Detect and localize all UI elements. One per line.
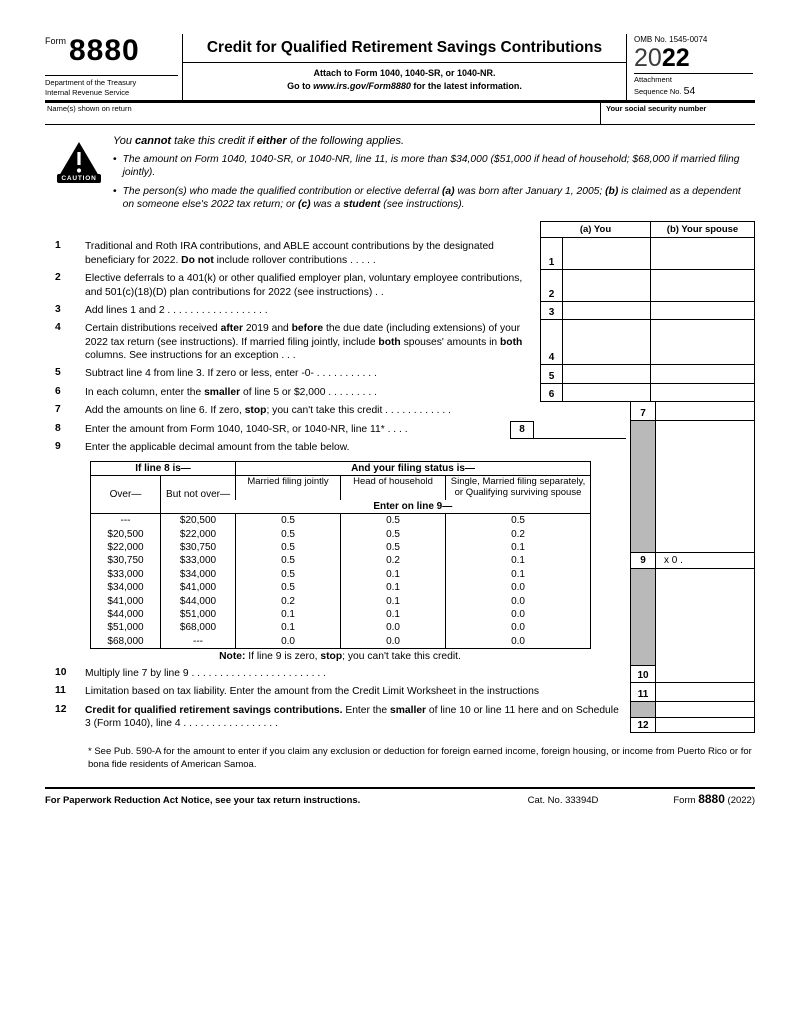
amount-column-blank xyxy=(655,569,755,649)
line-8-entry[interactable] xyxy=(534,421,626,439)
line-3-box-number: 3 xyxy=(540,302,562,320)
decimal-table-cell: $51,000 xyxy=(107,622,144,634)
line-8-box-number: 8 xyxy=(510,421,534,439)
table-header-row-2 xyxy=(91,476,591,500)
amount-column-blank xyxy=(655,649,755,665)
line-4-spouse-entry[interactable] xyxy=(650,320,755,365)
line-6-box-number: 6 xyxy=(540,384,562,402)
identity-row xyxy=(45,103,755,125)
shaded-segment-top xyxy=(630,457,755,552)
line-1-spouse-entry[interactable] xyxy=(650,238,755,270)
line-4-desc xyxy=(45,320,540,365)
line-2-row xyxy=(45,270,755,302)
caution-bullet-1-text: The amount on Form 1040, 1040-SR, or 1040-NR, line 11, is more than $34,000 ($51,000 if head of household; $68,000 if married filing jointly). xyxy=(122,153,740,179)
decimal-table-cell: $68,000 xyxy=(107,635,144,647)
caution-bullet-2-text: The person(s) who made the qualified contribution or elective deferral (a) was born after January 1, 2005; (b) is claimed as a dependent on someone else's 2022 tax return; or (c) was a student (see instructions). xyxy=(122,185,741,211)
shaded-strip xyxy=(631,702,655,718)
line-2-spouse-entry[interactable] xyxy=(650,270,755,302)
decimal-table-cell: 0.5 xyxy=(341,528,446,541)
line-3-text: Add lines 1 and 2 . . . . . . . . . . . . . . . . . . xyxy=(85,304,268,316)
tax-year xyxy=(634,45,753,71)
line-4-text: Certain distributions received after 2019 and before the due date (including extensions) of your 2022 tax return (see instructions). If married filing jointly, include both spouses' amounts in both columns. See instructions for an exception . . . xyxy=(85,323,523,362)
line-1-text: Traditional and Roth IRA contributions, and ABLE account contributions by the designated beneficiary for 2022. Do not include rollover contributions . . . . . xyxy=(85,241,494,266)
ssn-label: Your social security number xyxy=(606,103,707,113)
line-3-desc xyxy=(45,302,540,320)
line-4-box-number: 4 xyxy=(540,320,562,365)
shaded-segment-bottom xyxy=(630,569,755,649)
footer-form-year: (2022) xyxy=(727,795,755,807)
line-9-rail xyxy=(630,457,755,649)
decimal-table-body xyxy=(91,514,591,649)
column-header-row xyxy=(45,221,755,238)
shaded-strip xyxy=(630,439,655,457)
line-3-spouse-entry[interactable] xyxy=(650,302,755,320)
goto-instruction[interactable]: Go to www.irs.gov/Form8880 for the latest information. xyxy=(287,81,522,91)
line-7-row xyxy=(45,402,755,420)
line-5-you-entry[interactable] xyxy=(562,365,650,383)
line-12-amount-column xyxy=(655,702,755,734)
decimal-table-cell: 0.5 xyxy=(236,514,341,528)
decimal-table-cell: 0.5 xyxy=(341,541,446,554)
omb-number: OMB No. 1545-0074 xyxy=(634,35,708,44)
decimal-table-cell: $22,000 xyxy=(107,542,144,554)
line-1-number: 1 xyxy=(55,240,61,252)
line-6-you-entry[interactable] xyxy=(562,384,650,402)
line-1-row xyxy=(45,238,755,270)
form-word: Form xyxy=(45,36,66,46)
line-6-spouse-entry[interactable] xyxy=(650,384,755,402)
amount-column-blank xyxy=(656,702,754,718)
header-if-line-8: If line 8 is— xyxy=(91,462,236,476)
note-desc xyxy=(45,649,630,665)
decimal-table-cell: 0.1 xyxy=(446,554,591,567)
shaded-strip xyxy=(630,649,655,665)
decimal-table-cell: 0.0 xyxy=(341,621,446,634)
line-5-spouse-entry[interactable] xyxy=(650,365,755,383)
decimal-table-cell: 0.0 xyxy=(236,635,341,649)
line-1-desc xyxy=(45,238,540,270)
shaded-strip xyxy=(630,421,655,439)
line-9-row xyxy=(45,439,755,457)
line-12-text: Credit for qualified retirement savings contributions. Enter the smaller of line 10 or line 11 here and on Schedule 3 (Form 1040), line 4 . . . . . . . . . . . . . . . . . xyxy=(85,704,619,730)
form-title-block xyxy=(183,34,627,100)
page-footer xyxy=(45,787,755,806)
shaded-strip xyxy=(630,569,655,649)
decimal-table-cell: 0.5 xyxy=(341,514,446,528)
footer-form-number: 8880 xyxy=(698,792,725,807)
line-6-desc xyxy=(45,384,540,402)
agency-line1: Department of the Treasury xyxy=(45,78,137,88)
decimal-table-cell: 0.1 xyxy=(446,568,591,581)
line-9-box-number: 9 xyxy=(630,552,655,569)
line-2-box-number: 2 xyxy=(540,270,562,302)
line-12-number-column xyxy=(630,702,655,734)
line-1-box-number: 1 xyxy=(540,238,562,270)
line-5-desc xyxy=(45,365,540,383)
decimal-table-cell: 0.1 xyxy=(341,568,446,581)
line-11-row xyxy=(45,683,755,701)
decimal-table-cell: $33,000 xyxy=(107,568,144,580)
decimal-table-cell: $30,750 xyxy=(161,541,236,554)
decimal-table-cell: 0.5 xyxy=(236,528,341,541)
line-11-desc xyxy=(45,683,630,701)
decimal-table-cell: $41,000 xyxy=(161,581,236,594)
line-12-row xyxy=(45,702,755,734)
decimal-table-cell: 0.0 xyxy=(446,621,591,634)
form-number: 8880 xyxy=(69,34,140,67)
header-head-of-household: Head of household xyxy=(341,476,446,500)
line-10-text: Multiply line 7 by line 9 . . . . . . . . . . . . . . . . . . . . . . . . xyxy=(85,667,326,679)
header-but-not-over: But not over— xyxy=(161,476,236,514)
decimal-table-cell: 0.1 xyxy=(446,541,591,554)
tax-year-prefix: 20 xyxy=(634,44,662,72)
decimal-table-cell: $51,000 xyxy=(161,608,236,621)
line-9-entry[interactable]: x 0 . xyxy=(655,552,755,569)
note-text: Note: If line 9 is zero, stop; you can't take this credit. xyxy=(219,650,461,662)
header-married-filing-jointly: Married filing jointly xyxy=(236,476,341,500)
decimal-table-cell: 0.5 xyxy=(236,541,341,554)
line-7-text: Add the amounts on line 6. If zero, stop; you can't take this credit . . . . . . . . . . . . xyxy=(85,405,451,417)
decimal-table-cell: 0.1 xyxy=(341,594,446,607)
line-3-row xyxy=(45,302,755,320)
decimal-table-cell: 0.1 xyxy=(341,581,446,594)
decimal-table-cell: $20,500 xyxy=(161,514,236,528)
decimal-table-cell: 0.2 xyxy=(341,554,446,567)
decimal-table-cell: 0.0 xyxy=(446,594,591,607)
decimal-table-region xyxy=(45,457,755,649)
column-header-you: (a) You xyxy=(540,221,650,238)
caution-intro: You cannot take this credit if either of the following applies. xyxy=(113,134,405,147)
decimal-table-cell: $22,000 xyxy=(161,528,236,541)
decimal-table-row xyxy=(91,635,591,649)
line-6-row xyxy=(45,384,755,402)
amount-column-blank xyxy=(655,457,755,552)
agency-line2: Internal Revenue Service xyxy=(45,87,130,97)
line-10-row xyxy=(45,665,755,683)
shaded-strip xyxy=(630,457,655,552)
line-6-number: 6 xyxy=(55,385,61,397)
line-12-entry[interactable] xyxy=(656,717,754,733)
decimal-table-cell: 0.5 xyxy=(236,568,341,581)
line-9-desc xyxy=(45,439,630,457)
line-4-row xyxy=(45,320,755,365)
caution-icon xyxy=(45,134,113,217)
header-enter-on-line-9: Enter on line 9— xyxy=(236,500,591,514)
attach-instruction: Attach to Form 1040, 1040-SR, or 1040-NR. xyxy=(313,68,496,78)
decimal-table-cell: $44,000 xyxy=(161,594,236,607)
header-filing-status: And your filing status is— xyxy=(236,462,591,476)
line-9-entry-row xyxy=(630,552,755,569)
amount-column-blank xyxy=(655,421,755,439)
footer-form-id xyxy=(673,792,755,806)
line-8-number: 8 xyxy=(55,422,61,434)
line-12-number: 12 xyxy=(55,703,67,715)
line-3-number: 3 xyxy=(55,303,61,315)
decimal-table-row xyxy=(91,621,591,634)
note-row xyxy=(45,649,755,665)
decimal-table-cell: 0.0 xyxy=(446,608,591,621)
header-single: Single, Married filing separately, or Qualifying surviving spouse xyxy=(446,476,591,500)
line-1-you-entry[interactable] xyxy=(562,238,650,270)
paperwork-notice: For Paperwork Reduction Act Notice, see your tax return instructions. xyxy=(45,795,361,807)
decimal-table-cell: $30,750 xyxy=(107,555,144,567)
decimal-table-cell: $33,000 xyxy=(161,554,236,567)
decimal-table-cell: 0.1 xyxy=(236,621,341,634)
form-number-block xyxy=(45,34,183,100)
decimal-table-cell: $44,000 xyxy=(107,608,144,620)
line-11-number: 11 xyxy=(55,685,66,697)
line-10-desc xyxy=(45,665,630,683)
form-header xyxy=(45,34,755,103)
decimal-table-row xyxy=(91,568,591,581)
decimal-table-row xyxy=(91,554,591,567)
omb-block xyxy=(627,34,755,100)
decimal-table-row xyxy=(91,608,591,621)
decimal-table-cell: 0.5 xyxy=(236,554,341,567)
form-number-line xyxy=(45,36,178,66)
catalog-number: Cat. No. 33394D xyxy=(527,795,599,807)
decimal-table-cell: 0.0 xyxy=(341,635,446,649)
decimal-table-cell: 0.5 xyxy=(236,581,341,594)
caution-section xyxy=(45,125,755,222)
line-10-entry[interactable] xyxy=(655,665,755,683)
bullet-icon: • xyxy=(113,153,117,165)
caution-bullet-2 xyxy=(113,185,753,212)
line-10-number: 10 xyxy=(55,666,67,678)
table-header-row-1 xyxy=(91,462,591,476)
line-5-row xyxy=(45,365,755,383)
caution-label: CAUTION xyxy=(57,174,100,183)
line-2-text: Elective deferrals to a 401(k) or other qualified employer plan, voluntary employee contributions, and 501(c)(18)(D) plan contributions for 2022 (see instructions) . . xyxy=(85,273,523,298)
sequence-line: Sequence No. 54 xyxy=(634,85,696,97)
decimal-table-cell: $34,000 xyxy=(161,568,236,581)
decimal-table-row xyxy=(91,594,591,607)
decimal-table xyxy=(90,461,591,649)
caution-bullet-1 xyxy=(113,153,753,180)
line-8-text: Enter the amount from Form 1040, 1040-SR, or 1040-NR, line 11* . . . . xyxy=(85,423,408,435)
line-5-box-number: 5 xyxy=(540,365,562,383)
decimal-table-row xyxy=(91,541,591,554)
decimal-table-cell: 0.2 xyxy=(236,594,341,607)
decimal-table-zone xyxy=(45,457,630,649)
attachment-sequence xyxy=(634,73,753,98)
line-10-box-number: 10 xyxy=(630,665,655,683)
line-8-desc xyxy=(45,421,630,439)
line-9-number: 9 xyxy=(55,440,61,452)
line-7-entry[interactable] xyxy=(655,402,755,420)
line-3-you-entry[interactable] xyxy=(562,302,650,320)
line-2-desc xyxy=(45,270,540,302)
amount-column-blank xyxy=(655,439,755,457)
header-over: Over— xyxy=(91,476,161,514)
line-7-box-number: 7 xyxy=(630,402,655,420)
warning-triangle-icon xyxy=(58,141,100,177)
line-9-text: Enter the applicable decimal amount from the table below. xyxy=(85,441,350,453)
decimal-table-cell: --- xyxy=(120,515,131,527)
line-7-number: 7 xyxy=(55,404,61,416)
ssn-field[interactable] xyxy=(600,103,755,124)
decimal-table-cell: 0.0 xyxy=(446,581,591,594)
line-11-entry[interactable] xyxy=(655,683,755,701)
line-6-text: In each column, enter the smaller of line 5 or $2,000 . . . . . . . . . xyxy=(85,386,377,398)
decimal-table-cell: $41,000 xyxy=(107,595,144,607)
footer-form-word: Form xyxy=(673,795,696,807)
decimal-table-cell: $34,000 xyxy=(107,582,144,594)
decimal-table-cell: --- xyxy=(161,635,236,649)
decimal-table-cell: $68,000 xyxy=(161,621,236,634)
name-field[interactable] xyxy=(45,103,600,124)
column-header-spouse: (b) Your spouse xyxy=(650,221,755,238)
name-label: Name(s) shown on return xyxy=(47,103,132,113)
attachment-word: Attachment xyxy=(634,75,672,85)
tax-year-suffix: 22 xyxy=(661,44,690,72)
line-4-number: 4 xyxy=(55,322,61,334)
line-11-box-number: 11 xyxy=(630,683,655,701)
sequence-number: 54 xyxy=(683,85,696,97)
caution-text xyxy=(113,134,755,217)
line-8-row xyxy=(45,421,755,439)
decimal-table-row xyxy=(91,581,591,594)
line-11-text: Limitation based on tax liability. Enter the amount from the Credit Limit Worksheet in the instructions xyxy=(85,686,540,698)
page-title: Credit for Qualified Retirement Savings Contributions xyxy=(183,39,626,63)
decimal-table-row xyxy=(91,514,591,528)
footnote: * See Pub. 590-A for the amount to enter if you claim any exclusion or deduction for foreign earned income, foreign housing, or income from Puerto Rico or for bona fide residents of American Samoa. xyxy=(88,746,752,771)
line-5-text: Subtract line 4 from line 3. If zero or less, enter -0- . . . . . . . . . . . xyxy=(85,368,377,380)
decimal-table-row xyxy=(91,528,591,541)
line-7-desc xyxy=(45,402,630,420)
line-12-box-number: 12 xyxy=(631,717,655,733)
decimal-table-cell: $20,500 xyxy=(107,528,144,540)
agency-block xyxy=(45,75,178,98)
decimal-table-cell: 0.1 xyxy=(341,608,446,621)
line-2-you-entry[interactable] xyxy=(562,270,650,302)
column-header-spacer xyxy=(45,221,540,238)
decimal-table-cell: 0.5 xyxy=(446,514,591,528)
line-5-number: 5 xyxy=(55,367,61,379)
line-2-number: 2 xyxy=(55,272,61,284)
line-12-desc xyxy=(45,702,630,734)
decimal-table-cell: 0.1 xyxy=(236,608,341,621)
decimal-table-cell: 0.2 xyxy=(446,528,591,541)
line-4-you-entry[interactable] xyxy=(562,320,650,365)
decimal-table-cell: 0.0 xyxy=(446,635,591,649)
bullet-icon: • xyxy=(113,185,117,197)
